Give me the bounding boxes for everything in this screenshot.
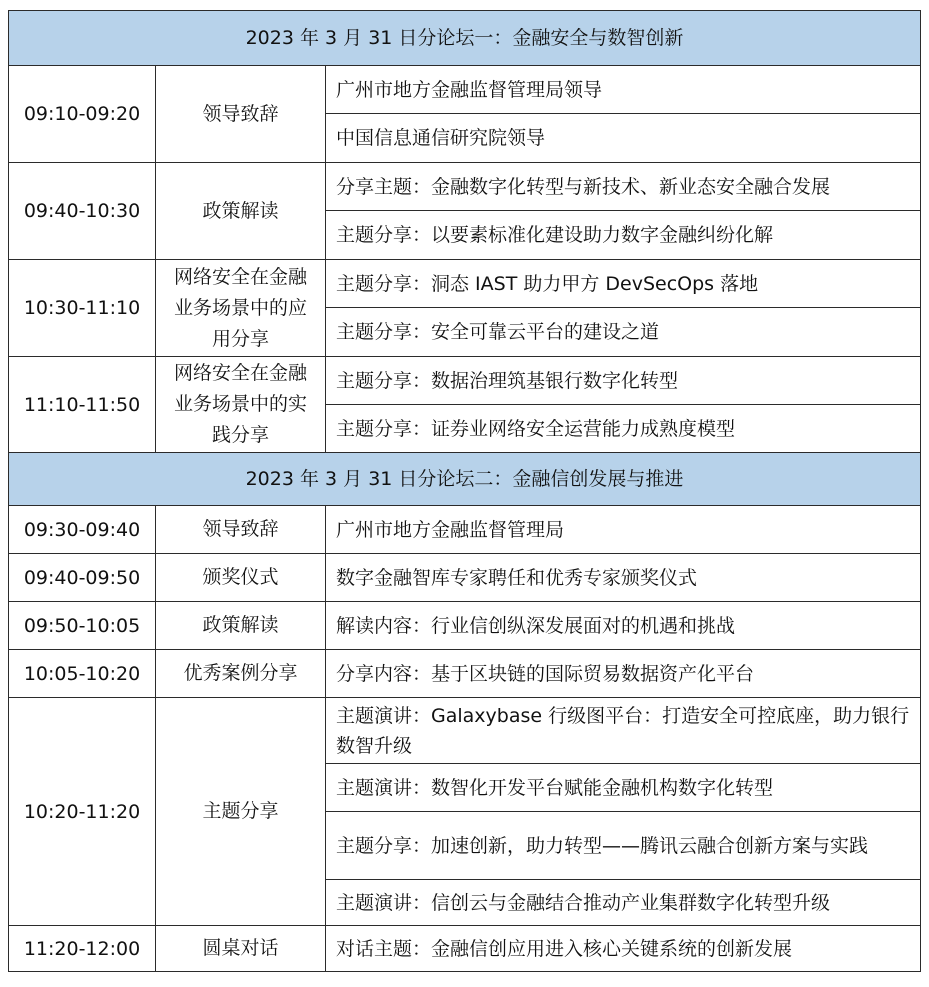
session-item: 广州市地方金融监督管理局: [326, 506, 921, 554]
session-item: 主题分享：证券业网络安全运营能力成熟度模型: [326, 405, 921, 453]
session-item: 主题分享：洞态 IAST 助力甲方 DevSecOps 落地: [326, 260, 921, 308]
session-topic: 网络安全在金融业务场景中的实践分享: [156, 357, 326, 453]
forum2-header-row: [9, 453, 921, 506]
table-row: [9, 602, 921, 650]
session-topic: 政策解读: [156, 163, 326, 260]
session-item: 主题演讲：数智化开发平台赋能金融机构数字化转型: [326, 764, 921, 812]
session-item: 分享主题：金融数字化转型与新技术、新业态安全融合发展: [326, 163, 921, 211]
table-row: [9, 554, 921, 602]
session-item: 广州市地方金融监督管理局领导: [326, 66, 921, 114]
session-topic: 优秀案例分享: [156, 650, 326, 698]
session-item: 主题分享：数据治理筑基银行数字化转型: [326, 357, 921, 405]
session-time: 11:10-11:50: [9, 357, 156, 453]
table-row: [9, 650, 921, 698]
session-time: 11:20-12:00: [9, 926, 156, 972]
table-row: [9, 506, 921, 554]
table-row: [9, 66, 921, 114]
session-topic: 颁奖仪式: [156, 554, 326, 602]
session-time: 09:50-10:05: [9, 602, 156, 650]
session-time: 10:20-11:20: [9, 698, 156, 926]
session-topic: 领导致辞: [156, 66, 326, 163]
session-item: 主题演讲：Galaxybase 行级图平台：打造安全可控底座，助力银行数智升级: [326, 698, 921, 764]
session-topic: 圆桌对话: [156, 926, 326, 972]
session-topic: 网络安全在金融业务场景中的应用分享: [156, 260, 326, 357]
table-row: [9, 260, 921, 308]
session-item: 对话主题：金融信创应用进入核心关键系统的创新发展: [326, 926, 921, 972]
session-item: 主题演讲：信创云与金融结合推动产业集群数字化转型升级: [326, 880, 921, 926]
forum-schedule-table: [8, 10, 921, 972]
table-row: [9, 926, 921, 972]
session-item: 中国信息通信研究院领导: [326, 114, 921, 163]
session-time: 09:10-09:20: [9, 66, 156, 163]
session-topic: 政策解读: [156, 602, 326, 650]
session-item: 分享内容：基于区块链的国际贸易数据资产化平台: [326, 650, 921, 698]
table-row: [9, 698, 921, 764]
session-item: 数字金融智库专家聘任和优秀专家颁奖仪式: [326, 554, 921, 602]
table-row: [9, 357, 921, 405]
session-item: 主题分享：加速创新，助力转型——腾讯云融合创新方案与实践: [326, 812, 921, 880]
forum2-title: 2023 年 3 月 31 日分论坛二：金融信创发展与推进: [9, 453, 921, 506]
session-item: 解读内容：行业信创纵深发展面对的机遇和挑战: [326, 602, 921, 650]
forum1-title: 2023 年 3 月 31 日分论坛一：金融安全与数智创新: [9, 11, 921, 66]
session-time: 09:40-09:50: [9, 554, 156, 602]
session-item: 主题分享：以要素标准化建设助力数字金融纠纷化解: [326, 211, 921, 260]
session-topic: 领导致辞: [156, 506, 326, 554]
table-row: [9, 163, 921, 211]
session-time: 09:40-10:30: [9, 163, 156, 260]
session-time: 10:30-11:10: [9, 260, 156, 357]
session-item: 主题分享：安全可靠云平台的建设之道: [326, 308, 921, 357]
session-time: 09:30-09:40: [9, 506, 156, 554]
session-time: 10:05-10:20: [9, 650, 156, 698]
session-topic: 主题分享: [156, 698, 326, 926]
forum1-header-row: [9, 11, 921, 66]
